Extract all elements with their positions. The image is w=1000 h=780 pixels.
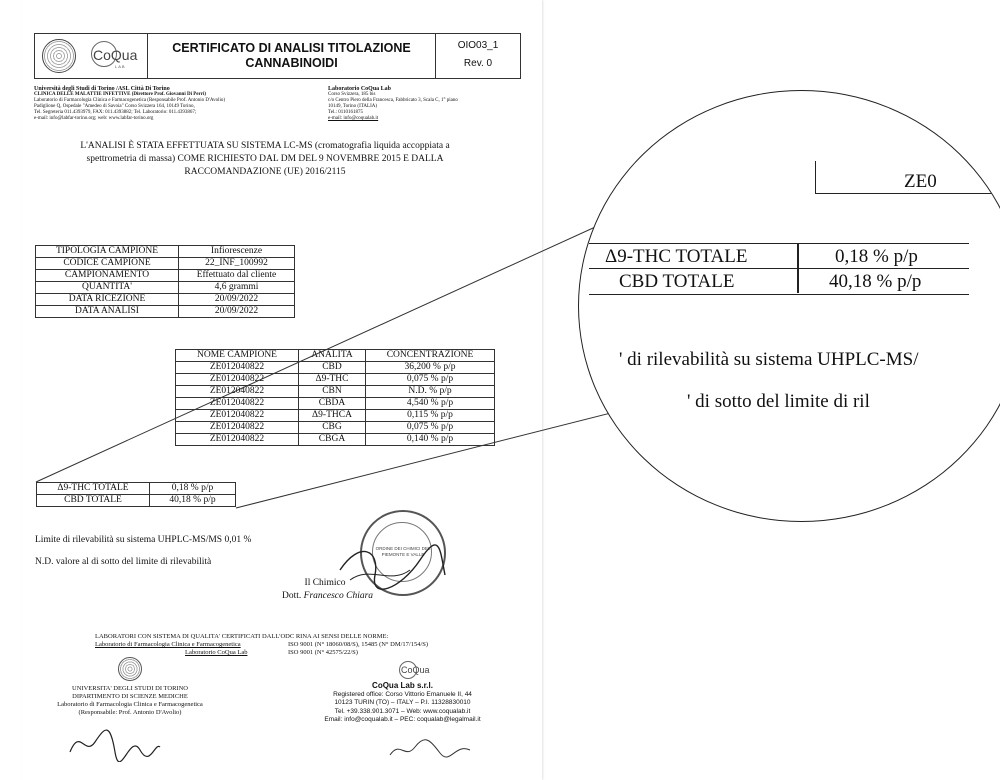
table-row: QUANTITA' 4,6 grammi <box>36 282 295 294</box>
zoom-row1-value: 0,18 % p/p <box>835 246 918 267</box>
table-row: ZE012040822 CBDA 4,540 % p/p <box>176 398 495 410</box>
table-row: Δ9-THC TOTALE 0,18 % p/p <box>37 483 236 495</box>
method-statement: L'ANALISI È STATA EFFETTUATA SU SISTEMA LC-MS (cromatografia liquida accoppiata a spettrometria di massa) COME RICHIESTO DAL DM DEL 9 NOVEMBRE 2015 E DALLA RACCOMANDAZIONE (UE) 2016/2115 <box>80 141 450 177</box>
coqua-company-block: CoQua Lab s.r.l. Registered office: Corso Vittorio Emanuele II, 44 10123 TURIN (TO) – ITALY – P.I. 11328830010 Tel. +39.338.901.3071 – Web: www.coqualab.it Email: info@coqualab.it – PEC: coqualab@legalmail.it <box>324 681 481 723</box>
zoom-row2-value: 40,18 % p/p <box>829 271 922 292</box>
doc-code: OIO03_1 <box>457 40 499 51</box>
table-row: ZE012040822 CBN N.D. % p/p <box>176 386 495 398</box>
page-title: CERTIFICATO DI ANALISI TITOLAZIONE CANNABINOIDI <box>172 41 411 70</box>
table-row: CODICE CAMPIONE 22_INF_100992 <box>36 258 295 270</box>
zoom-magnifier <box>578 90 1000 522</box>
zoom-top-box: ZE0 <box>815 161 1000 194</box>
zoom-row1-label: Δ9-THC TOTALE <box>605 246 748 267</box>
chemist-role: Il Chimico <box>304 578 346 588</box>
table-row: CAMPIONAMENTO Effettuato dal cliente <box>36 270 295 282</box>
university-block: UNIVERSITA' DEGLI STUDI DI TORINO DIPARTIMENTO DI SCIENZE MEDICHE Laboratorio di Farmacologia Clinica e Farmacogenetica (Responsabile: Prof. Antonio D'Avolio) <box>57 685 203 716</box>
official-stamp: ORDINE DEI CHIMICI DEL PIEMONTE E VALLE <box>360 510 446 596</box>
table-row: ZE012040822 CBG 0,075 % p/p <box>176 422 495 434</box>
table-row: ZE012040822 CBGA 0,140 % p/p <box>176 434 495 446</box>
zoom-nd-text: ' di sotto del limite di ril <box>687 391 870 412</box>
table-row: ZE012040822 Δ9-THCA 0,115 % p/p <box>176 410 495 422</box>
table-header-row: NOME CAMPIONE ANALITA CONCENTRAZIONE <box>176 350 495 362</box>
chemist-name: Dott. Francesco Chiara <box>282 591 374 601</box>
table-row: TIPOLOGIA CAMPIONE Infiorescenze <box>36 246 295 258</box>
table-row: DATA RICEZIONE 20/09/2022 <box>36 294 295 306</box>
certification-block: LABORATORI CON SISTEMA DI QUALITA' CERTIFICATI DALL'ODC RINA AI SENSI DELLE NORME: Laboratorio di Farmacologia Clinica e Farmacogenetica ISO 9001 (N° 18060/08/S), 15485 (N° DM/17/154/S) Laboratorio CoQua Lab ISO 9001 (N° 42575/22/S) <box>95 633 429 656</box>
nd-note: N.D. valore al di sotto del limite di rilevabilità <box>35 557 212 567</box>
table-row: ZE012040822 CBD 36,200 % p/p <box>176 362 495 374</box>
table-row: CBD TOTALE 40,18 % p/p <box>37 495 236 507</box>
lab-info-right: Laboratorio CoQua Lab Corso Svizzera, 185 bis c/o Centro Piero della Francesca, Fabbricato 3, Scala C, 1° piano 10149, Torino (ITALIA) Tel.: 0110161875 e-mail: info@coqualab.it <box>328 86 458 121</box>
table-row: ZE012040822 Δ9-THC 0,075 % p/p <box>176 374 495 386</box>
coqua-logo: CoQua LAB <box>85 39 143 71</box>
footer-coqua-logo: CoQua <box>395 660 435 682</box>
zoom-limit-text: ' di rilevabilità su sistema UHPLC-MS/ <box>619 349 919 370</box>
detection-limit-note: Limite di rilevabilità su sistema UHPLC-MS/MS 0,01 % <box>35 535 252 545</box>
doc-revision: Rev. 0 <box>463 58 493 69</box>
zoom-row2-label: CBD TOTALE <box>619 271 735 292</box>
lab-info-left: Università degli Studi di Torino /ASL Città Di Torino CLINICA DELLE MALATTIE INFETTIVE (Direttore Prof. Giovanni Di Perri) Laboratorio di Farmacologia Clinica e Farmacogenetica (Responsabile Prof. Antonio D'Avolio) Padiglione Q, Ospedale "Amedeo di Savoia" Corso Svizzera 164, 10149 Torino, Tel. Segreteria 011.4393979, FAX: 011.4393882; Tel. Laboratorio: 011.4393867; e-mail: info@labfar-torino.org; web: www.labfar-torino.org <box>34 86 226 121</box>
table-row: DATA ANALISI 20/09/2022 <box>36 306 295 318</box>
